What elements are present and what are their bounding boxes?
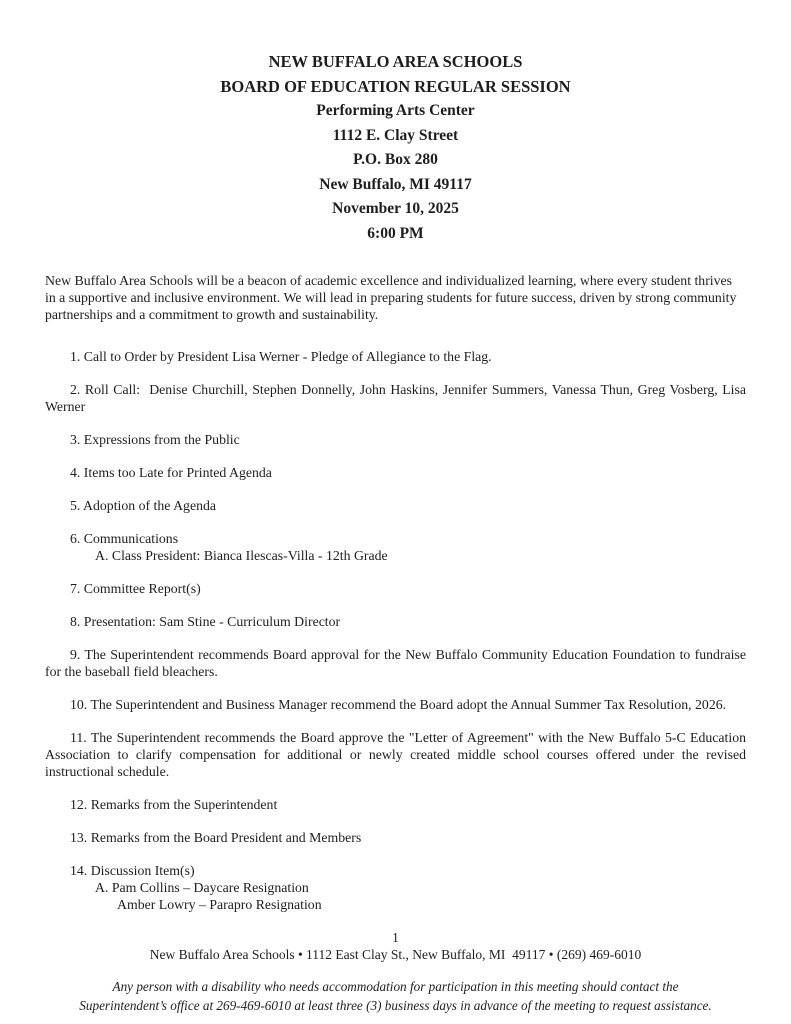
agenda-item-12: 12. Remarks from the Superintendent	[70, 797, 278, 812]
po-box: P.O. Box 280	[353, 151, 438, 168]
meeting-date: November 10, 2025	[332, 200, 459, 217]
city-state-zip: New Buffalo, MI 49117	[319, 175, 472, 193]
agenda-item-14b: Amber Lowry – Parapro Resignation	[117, 897, 322, 912]
agenda-item-4: 4. Items too Late for Printed Agenda	[70, 465, 272, 480]
agenda-item-5: 5. Adoption of the Agenda	[70, 498, 216, 513]
agenda-item-13: 13. Remarks from the Board President and Members	[70, 830, 362, 845]
agenda-item-9: 9. The Superintendent recommends Board approval for the New Buffalo Community Education Foundation to fundraise for the baseball field bleachers.	[45, 647, 746, 679]
agenda-list	[45, 348, 746, 913]
agenda-item-6: 6. Communications	[70, 531, 179, 546]
session-title: BOARD OF EDUCATION REGULAR SESSION	[220, 76, 571, 96]
agenda-item-6a: A. Class President: Bianca Ilescas-Villa - 12th Grade	[95, 548, 388, 563]
agenda-item-14: 14. Discussion Item(s)	[70, 863, 195, 878]
agenda-item-2: 2. Roll Call: Denise Churchill, Stephen Donnelly, John Haskins, Jennifer Summers, Vanessa Thun, Greg Vosberg, Lisa Werner	[45, 382, 746, 414]
agenda-item-14a: A. Pam Collins – Daycare Resignation	[95, 880, 309, 895]
meeting-time: 6:00 PM	[367, 224, 424, 242]
venue-name: Performing Arts Center	[316, 102, 475, 119]
accessibility-note: Any person with a disability who needs accommodation for participation in this meeting should contact the Superintendent’s office at 269-469-6010 at least three (3) business days in advance of the meeting to request assistance.	[79, 979, 712, 1013]
agenda-item-1: 1. Call to Order by President Lisa Werner - Pledge of Allegiance to the Flag.	[70, 349, 492, 364]
agenda-item-7: 7. Committee Report(s)	[70, 581, 201, 596]
agenda-item-3: 3. Expressions from the Public	[70, 432, 240, 447]
agenda-item-8: 8. Presentation: Sam Stine - Curriculum Director	[70, 614, 341, 629]
district-name: NEW BUFFALO AREA SCHOOLS	[268, 52, 523, 71]
street-address: 1112 E. Clay Street	[332, 126, 459, 144]
agenda-item-10: 10. The Superintendent and Business Manager recommend the Board adopt the Annual Summer Tax Resolution, 2026.	[70, 697, 727, 712]
footer-address-line: New Buffalo Area Schools • 1112 East Clay St., New Buffalo, MI 49117 • (269) 469-6010	[149, 947, 642, 962]
document-header	[45, 50, 746, 246]
page-number: 1	[392, 930, 399, 945]
mission-statement: New Buffalo Area Schools will be a beacon of academic excellence and individualized learning, where every student thrives in a supportive and inclusive environment. We will lead in preparing students for future success, driven by strong community partnerships and a commitment to growth and sustainability.	[45, 273, 737, 322]
agenda-item-11: 11. The Superintendent recommends the Board approve the "Letter of Agreement" with the New Buffalo 5-C Education Association to clarify compensation for additional or newly created middle school courses offered under the revised instructional schedule.	[45, 730, 746, 779]
document-footer	[45, 929, 746, 1015]
